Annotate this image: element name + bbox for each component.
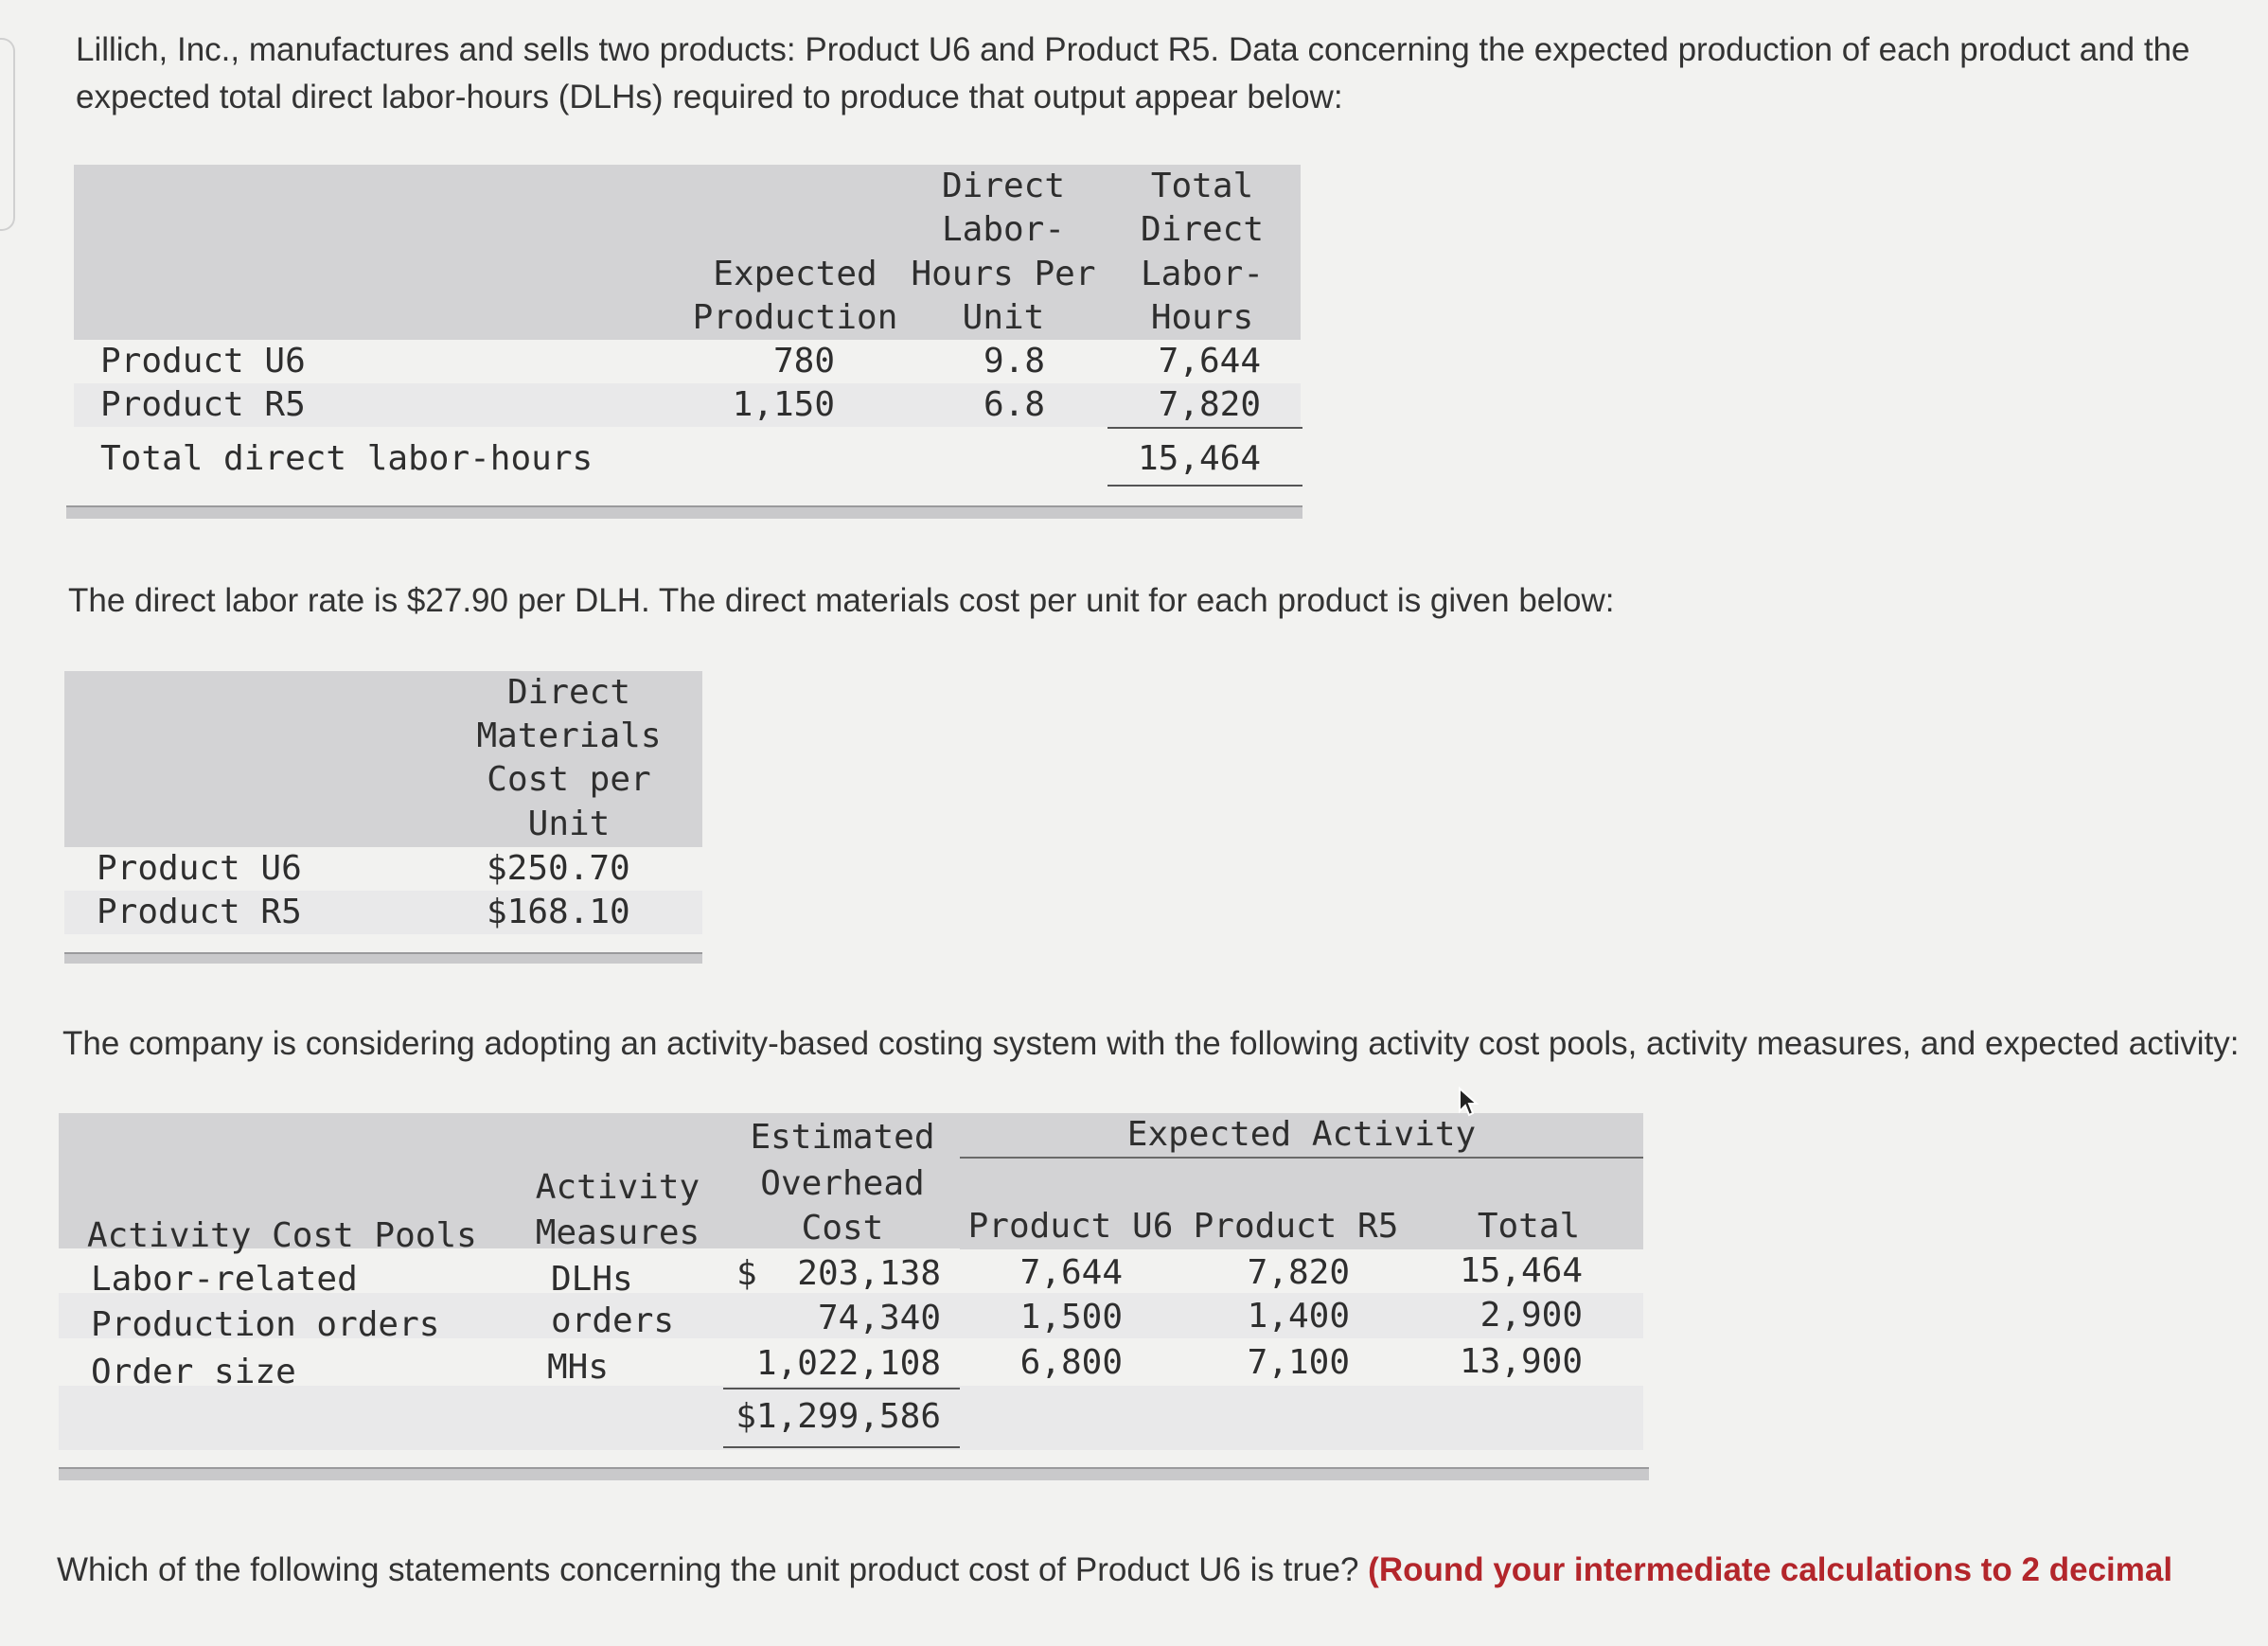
mouse-pointer-icon [1458,1087,1480,1119]
left-scroll-edge [0,38,15,231]
total-rule [1107,485,1302,487]
table3-bottom-bar [59,1467,1649,1480]
subtotal-rule [1107,427,1302,429]
intro-line-1: Lillich, Inc., manufactures and sells two products: Product U6 and Product R5. Data concerning the expected production of each product and the [76,31,2190,68]
expected-activity-rule [960,1157,1643,1159]
intro-line-2: expected total direct labor-hours (DLHs) required to produce that output appear below: [76,79,1343,115]
cost-subtotal-rule [723,1388,960,1389]
table2-bottom-bar [64,952,702,964]
abc-text: The company is considering adopting an activity-based costing system with the following activity cost pools, activity measures, and expected activity: [62,1025,2240,1062]
question-text: Which of the following statements concerning the unit product cost of Product U6 is true? (Round your intermediate calculations to 2 decimal [57,1551,2173,1588]
labor-rate-text: The direct labor rate is $27.90 per DLH. The direct materials cost per unit for each product is given below: [68,582,1615,619]
table1-bottom-bar [66,505,1302,519]
cost-total-rule [723,1446,960,1448]
